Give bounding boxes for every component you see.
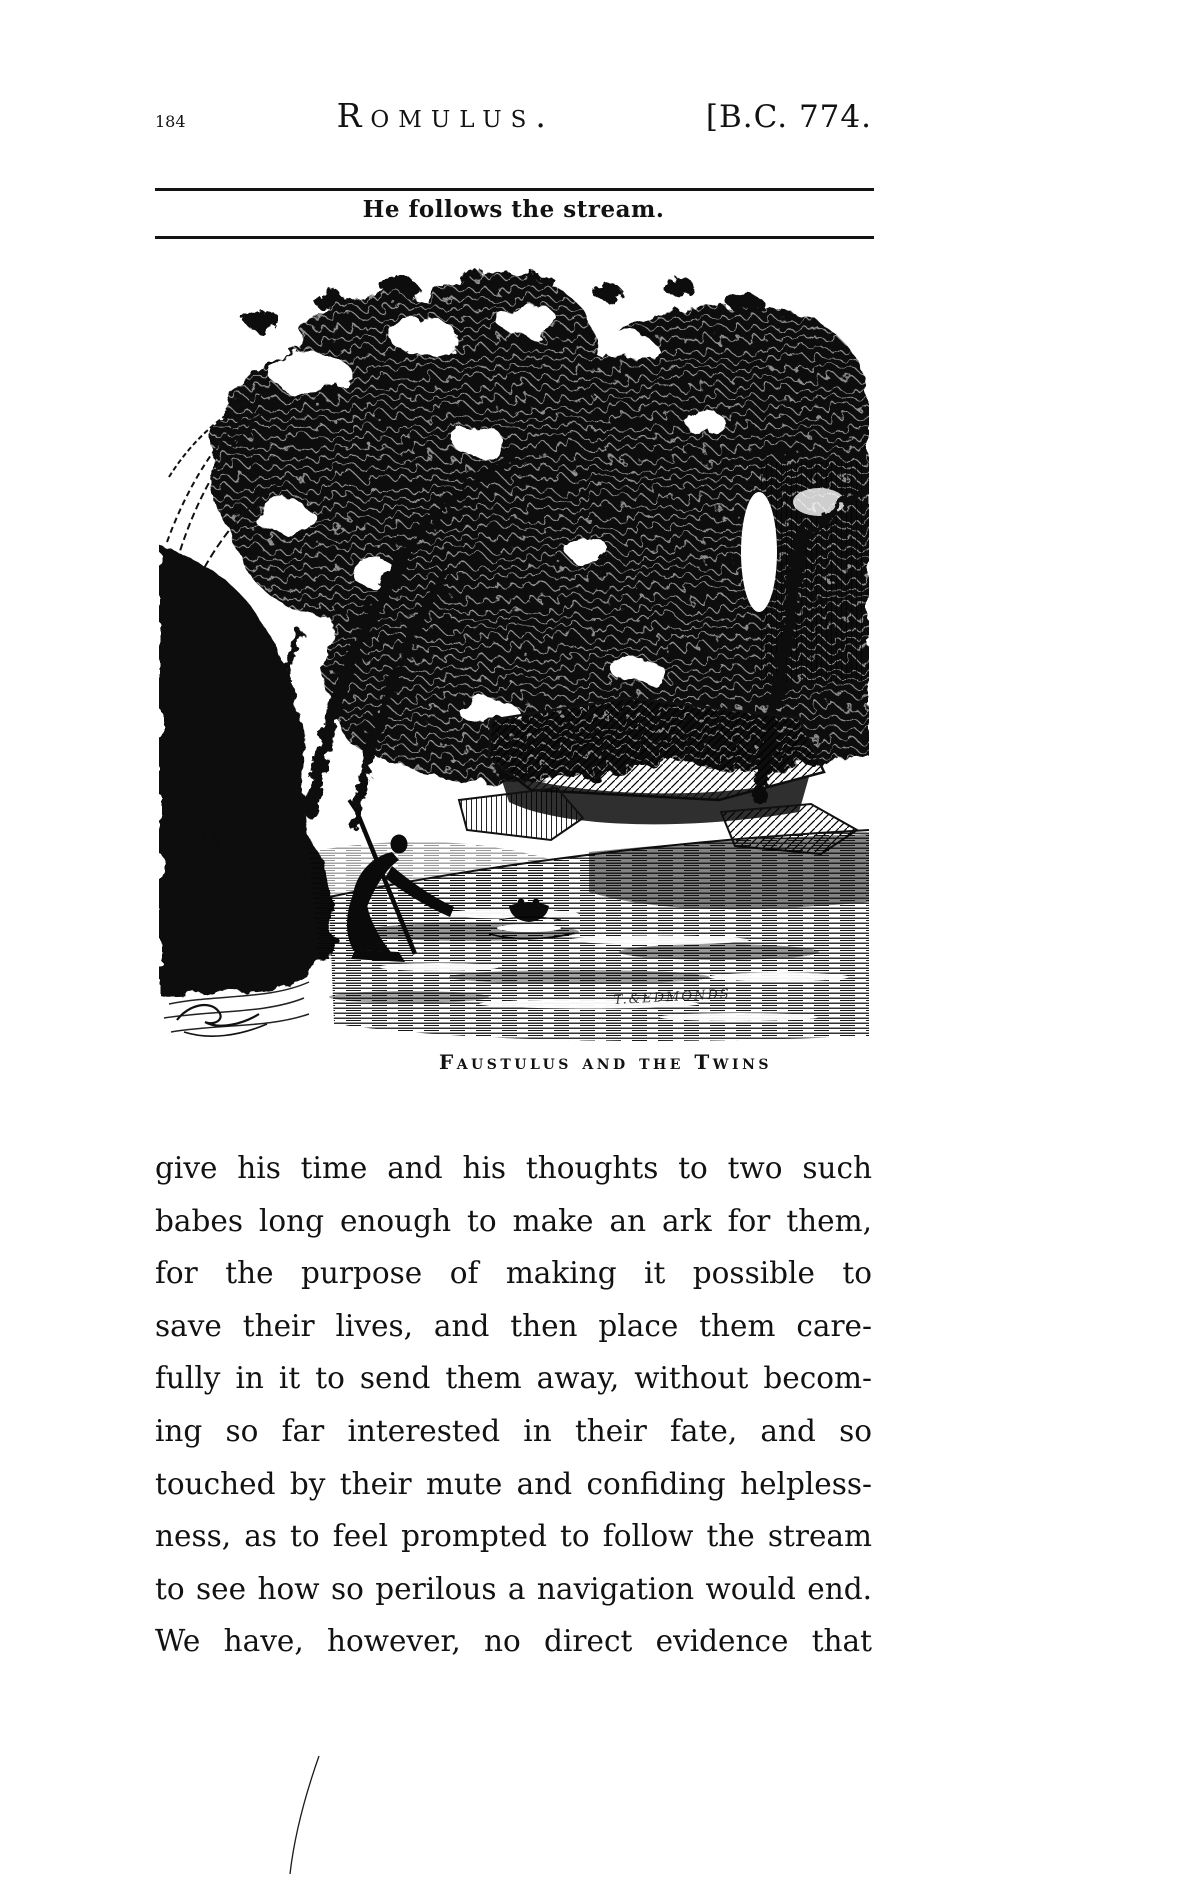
section-note: He follows the stream.	[362, 196, 665, 223]
engraving-illustration	[159, 252, 869, 1044]
page-header	[155, 96, 872, 135]
illustration-figure	[155, 252, 872, 1074]
body-line: give his time and his thoughts to two such	[155, 1151, 872, 1185]
page-number: 184	[155, 112, 186, 131]
body-line: ness, as to feel prompted to follow the stream	[155, 1519, 872, 1554]
running-head: Romulus.	[336, 96, 555, 135]
header-rule-bottom	[155, 236, 874, 239]
body-line: save their lives, and then place them care-	[155, 1308, 872, 1343]
body-line: for the purpose of making it possible to	[155, 1256, 872, 1291]
body-line: We have, however, no direct evidence that	[155, 1624, 872, 1659]
body-text	[155, 1142, 872, 1668]
body-line: ing so far interested in their fate, and so	[155, 1413, 872, 1448]
body-line: touched by their mute and confiding helpless-	[155, 1466, 872, 1501]
body-line: to see how so perilous a navigation would end.	[155, 1571, 872, 1606]
illustration-caption: Faustulus and the Twins	[439, 1050, 772, 1074]
stray-pen-mark	[283, 1752, 328, 1877]
header-rule-top	[155, 188, 874, 191]
body-line: babes long enough to make an ark for them,	[155, 1203, 872, 1238]
engraver-signature: T.&EDMONDS	[612, 986, 731, 1008]
date-annotation: [B.C. 774.	[705, 99, 872, 135]
body-line: fully in it to send them away, without becom-	[155, 1361, 872, 1396]
